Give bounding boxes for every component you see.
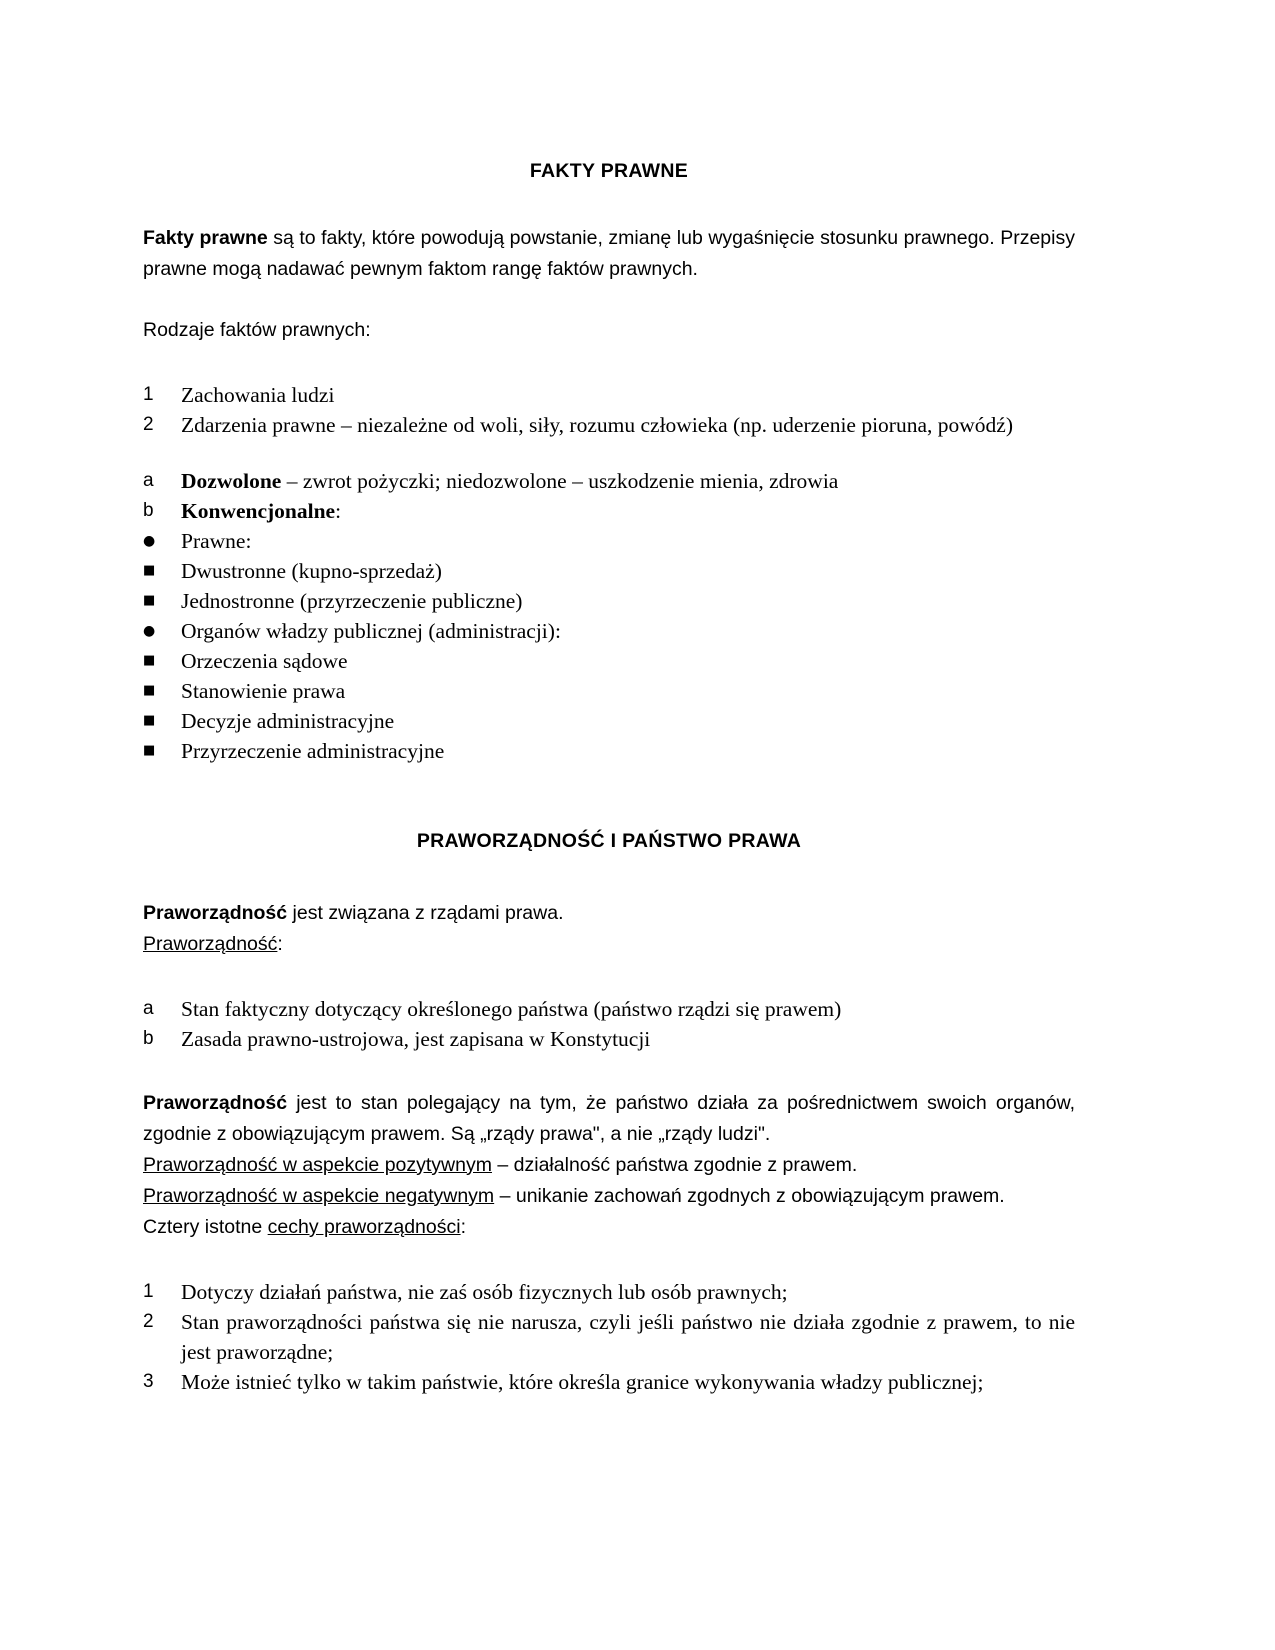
list-item-label: Zachowania ludzi (181, 383, 335, 408)
list-item-label: Jednostronne (przyrzeczenie publiczne) (181, 589, 523, 614)
list-item-label: Dwustronne (kupno-sprzedaż) (181, 559, 442, 584)
list-item (143, 1024, 1075, 1054)
bullet-square-icon: ■ (143, 593, 156, 609)
cechy-suffix: : (460, 1215, 466, 1238)
intro-rest: są to fakty, które powodują powstanie, zmianę lub wygaśnięcie stosunku prawnego. Przepisy prawne mogą nadawać pewnym faktom rangę faktów prawnych. (143, 227, 1075, 281)
cechy-term-underline: cechy praworządności (267, 1215, 461, 1238)
bullet-dot-icon: ● (143, 533, 156, 550)
list-item (143, 1367, 1075, 1397)
list-item-label: Zdarzenia prawne – niezależne od woli, siły, rozumu człowieka (np. uderzenie pioruna, powódź) (181, 413, 1013, 438)
list-item (143, 410, 1075, 440)
explanation-term-bold: Praworządność (143, 1091, 288, 1114)
list-marker: 1 (143, 1280, 154, 1302)
list-item (143, 616, 1075, 646)
bullet-square-icon: ■ (143, 713, 156, 729)
aspekt-negatywny-line (143, 1181, 1075, 1212)
list-item-label (181, 466, 1075, 496)
list-item (143, 736, 1075, 766)
list-item-label: Orzeczenia sądowe (181, 649, 348, 674)
section-title-praworzadnosc: PRAWORZĄDNOŚĆ I PAŃSTWO PRAWA (416, 830, 802, 853)
list-marker: b (143, 1027, 154, 1049)
list-item-label: Stanowienie prawa (181, 679, 346, 704)
list-item-label: Organów władzy publicznej (administracji): (181, 619, 561, 644)
aspekt-negatywny-term: Praworządność w aspekcie negatywnym (143, 1184, 495, 1207)
list-item-label (181, 496, 1075, 526)
praworzadnosc-definition-line (143, 898, 1075, 929)
definition-term-underline: Praworządność (143, 932, 278, 955)
list-item (143, 676, 1075, 706)
subintro-label: Rodzaje faktów prawnych: (143, 319, 371, 342)
praworzadnosc-label-line (143, 929, 1075, 960)
list-item (143, 496, 1075, 526)
explanation-rest: jest to stan polegający na tym, że państwo działa za pośrednictwem swoich organów, zgodnie z obowiązującym prawem. Są „rządy prawa", a nie „rządy ludzi". (143, 1091, 1075, 1145)
list-marker: a (143, 997, 154, 1019)
lettered-list-kinds (143, 466, 1075, 526)
list-item-bold: Dozwolone (181, 469, 282, 494)
list-item-label: Prawne: (181, 529, 252, 554)
bullet-square-icon: ■ (143, 683, 156, 699)
cechy-praworzadnosci-line (143, 1212, 1075, 1243)
list-item-label: Może istnieć tylko w takim państwie, które określa granice wykonywania władzy publicznej; (181, 1369, 984, 1394)
aspekt-pozytywny-line (143, 1150, 1075, 1181)
definition-colon: : (277, 932, 283, 955)
list-marker: b (143, 500, 154, 522)
list-item (143, 646, 1075, 676)
list-item (143, 556, 1075, 586)
definition-rest: jest związana z rządami prawa. (287, 901, 564, 924)
list-marker: a (143, 470, 154, 492)
list-marker: 2 (143, 414, 154, 436)
list-item (143, 1277, 1075, 1307)
aspekt-pozytywny-term: Praworządność w aspekcie pozytywnym (143, 1153, 492, 1176)
list-item (143, 526, 1075, 556)
bullet-square-icon: ■ (143, 563, 156, 579)
bullet-list-kinds (143, 526, 1075, 766)
list-item (143, 994, 1075, 1024)
lettered-list-praworzadnosc (143, 994, 1075, 1054)
list-item-label: Zasada prawno-ustrojowa, jest zapisana w Konstytucji (181, 1026, 651, 1051)
list-marker: 2 (143, 1310, 154, 1332)
praworzadnosc-explanation-paragraph (143, 1088, 1075, 1150)
bullet-square-icon: ■ (143, 653, 156, 669)
bullet-dot-icon: ● (143, 623, 156, 640)
cechy-prefix: Cztery istotne (143, 1215, 268, 1238)
list-marker: 3 (143, 1370, 154, 1392)
list-item (143, 380, 1075, 410)
list-item-label: Stan praworządności państwa się nie narusza, czyli jeśli państwo nie działa zgodnie z prawem, to nie jest praworządne; (181, 1309, 1075, 1364)
list-item-bold: Konwencjonalne (181, 499, 336, 524)
page-title: FAKTY PRAWNE (529, 160, 689, 182)
list-item-label: Stan faktyczny dotyczący określonego państwa (państwo rządzi się prawem) (181, 996, 842, 1021)
list-item (143, 706, 1075, 736)
definition-term-bold: Praworządność (143, 901, 288, 924)
intro-paragraph (143, 223, 1075, 285)
list-item-label: Przyrzeczenie administracyjne (181, 739, 445, 764)
list-item-label: Decyzje administracyjne (181, 709, 395, 734)
list-marker: 1 (143, 384, 154, 406)
list-item-rest: – zwrot pożyczki; niedozwolone – uszkodzenie mienia, zdrowia (281, 469, 839, 494)
bullet-square-icon: ■ (143, 743, 156, 759)
numbered-list-kinds (143, 380, 1075, 440)
numbered-list-cechy (143, 1277, 1075, 1397)
document-content (143, 160, 1075, 1397)
list-item (143, 466, 1075, 496)
list-item (143, 1307, 1075, 1367)
list-item-label: Dotyczy działań państwa, nie zaś osób fizycznych lub osób prawnych; (181, 1279, 788, 1304)
list-item (143, 586, 1075, 616)
list-item-rest: : (335, 499, 342, 524)
aspekt-pozytywny-rest: – działalność państwa zgodnie z prawem. (491, 1153, 858, 1176)
intro-lead-bold: Fakty prawne (143, 227, 268, 250)
aspekt-negatywny-rest: – unikanie zachowań zgodnych z obowiązującym prawem. (494, 1184, 1005, 1207)
